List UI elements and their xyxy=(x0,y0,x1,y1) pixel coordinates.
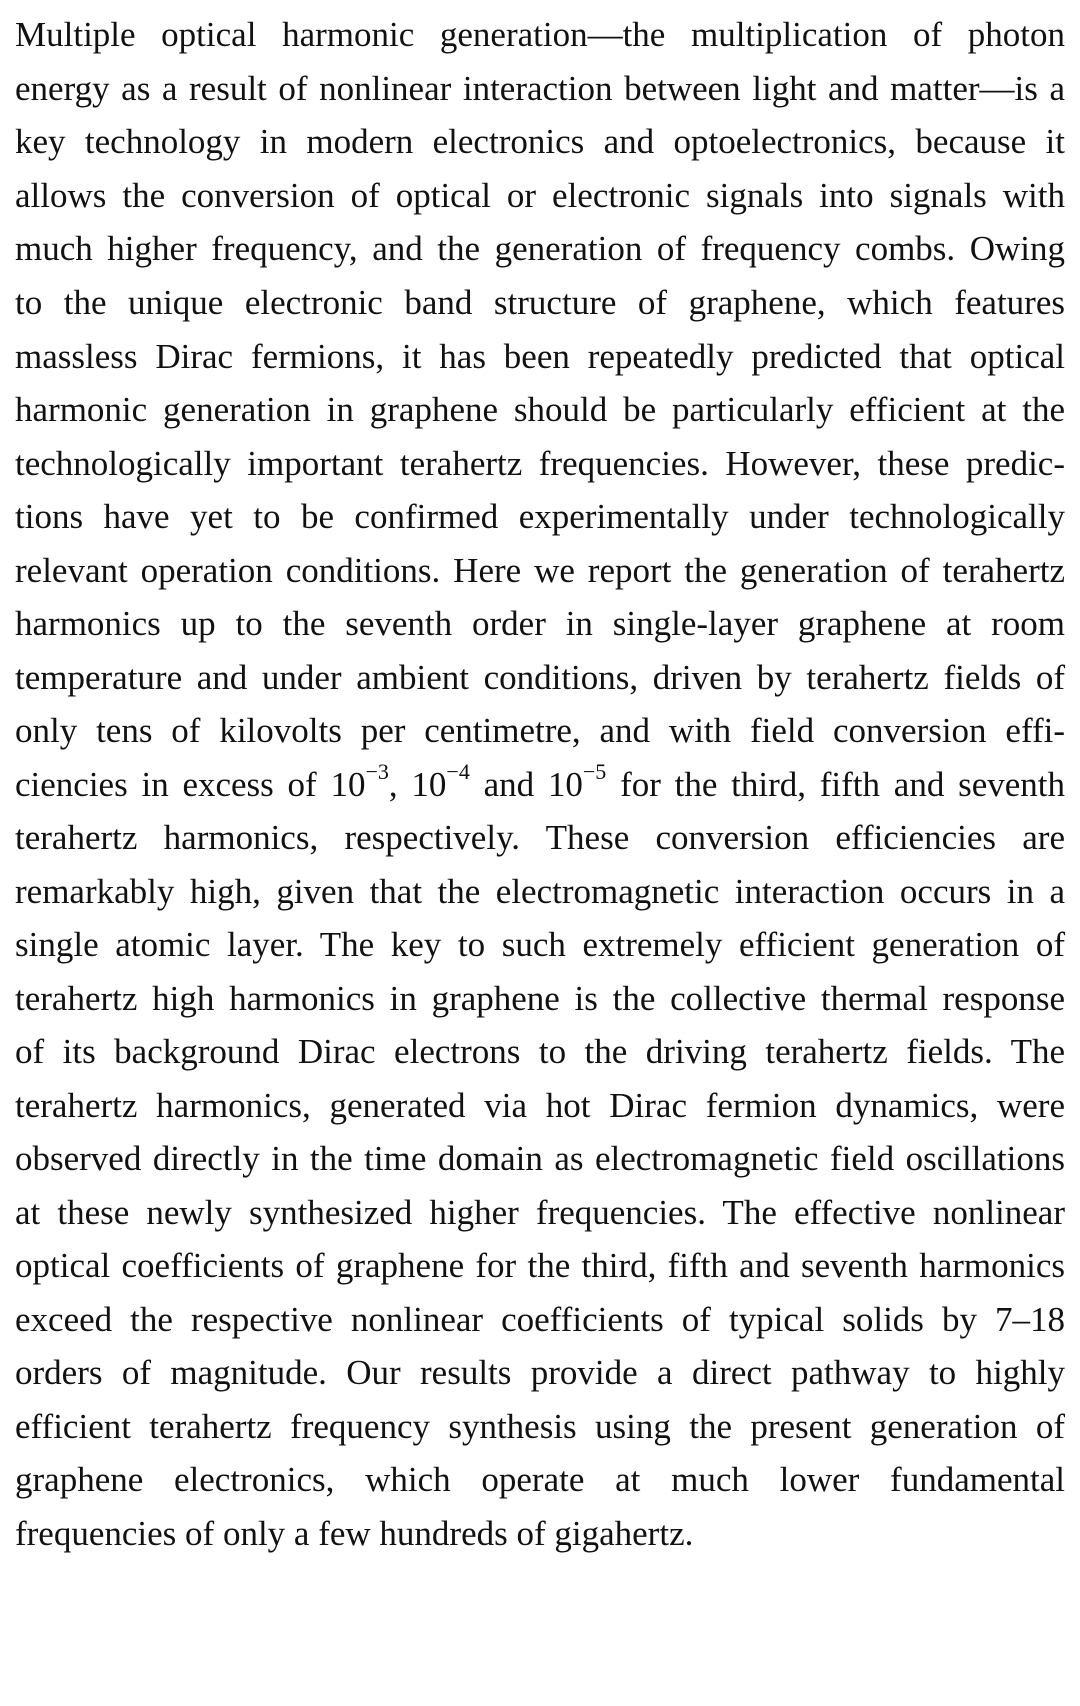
text-line: only tens of kilovolts per centimetre, and with field conversion effi- xyxy=(15,711,1065,750)
text-line: orders of magnitude. Our results provide a direct pathway to highly xyxy=(15,1353,1065,1392)
text-line: tions have yet to be confirmed experimentally under technologically xyxy=(15,497,1065,536)
efficiency-line: ciencies in excess of $10^{-3}$, $10^{-4}$ and $10^{-5}$ for the third, fifth and seventh xyxy=(15,759,1065,804)
text-line-last: frequencies of only a few hundreds of gigahertz. xyxy=(15,1514,694,1553)
text-line: Multiple optical harmonic generation—the multiplication of photon xyxy=(15,15,1065,54)
text-line: harmonics up to the seventh order in single-layer graphene at room xyxy=(15,604,1065,643)
text-line: technologically important terahertz frequencies. However, these predic- xyxy=(15,444,1065,483)
text-line: allows the conversion of optical or electronic signals into signals with xyxy=(15,176,1065,215)
text-line: single atomic layer. The key to such extremely efficient generation of xyxy=(15,925,1065,964)
exponent-seventh: −5 xyxy=(582,759,607,785)
text-line: remarkably high, given that the electromagnetic interaction occurs in a xyxy=(15,872,1065,911)
text-line: optical coefficients of graphene for the third, fifth and seventh harmonics xyxy=(15,1246,1065,1285)
text-line: efficient terahertz frequency synthesis using the present generation of xyxy=(15,1407,1065,1446)
text-line: to the unique electronic band structure of graphene, which features xyxy=(15,283,1065,322)
text-line: terahertz high harmonics in graphene is the collective thermal response xyxy=(15,979,1065,1018)
text-line: harmonic generation in graphene should be particularly efficient at the xyxy=(15,390,1065,429)
exponent-third: −3 xyxy=(365,759,389,785)
abstract-paragraph xyxy=(15,0,1065,1706)
text-line: exceed the respective nonlinear coefficients of typical solids by 7–18 xyxy=(15,1300,1065,1339)
text-line: of its background Dirac electrons to the driving terahertz fields. The xyxy=(15,1032,1065,1071)
text-line: energy as a result of nonlinear interaction between light and matter—is a xyxy=(15,69,1065,108)
text-line: observed directly in the time domain as electromagnetic field oscillations xyxy=(15,1139,1065,1178)
text-line: terahertz harmonics, generated via hot Dirac fermion dynamics, were xyxy=(15,1086,1065,1125)
text-line: much higher frequency, and the generation of frequency combs. Owing xyxy=(15,229,1065,268)
text-line: temperature and under ambient conditions, driven by terahertz fields of xyxy=(15,658,1065,697)
text-line: graphene electronics, which operate at much lower fundamental xyxy=(15,1460,1065,1499)
text-line: key technology in modern electronics and optoelectronics, because it xyxy=(15,122,1065,161)
text-line: terahertz harmonics, respectively. These conversion efficiencies are xyxy=(15,818,1065,857)
text-line: relevant operation conditions. Here we report the generation of terahertz xyxy=(15,551,1065,590)
text-line: massless Dirac fermions, it has been repeatedly predicted that optical xyxy=(15,337,1065,376)
exponent-fifth: −4 xyxy=(446,759,470,785)
text-line: at these newly synthesized higher frequencies. The effective nonlinear xyxy=(15,1193,1065,1232)
